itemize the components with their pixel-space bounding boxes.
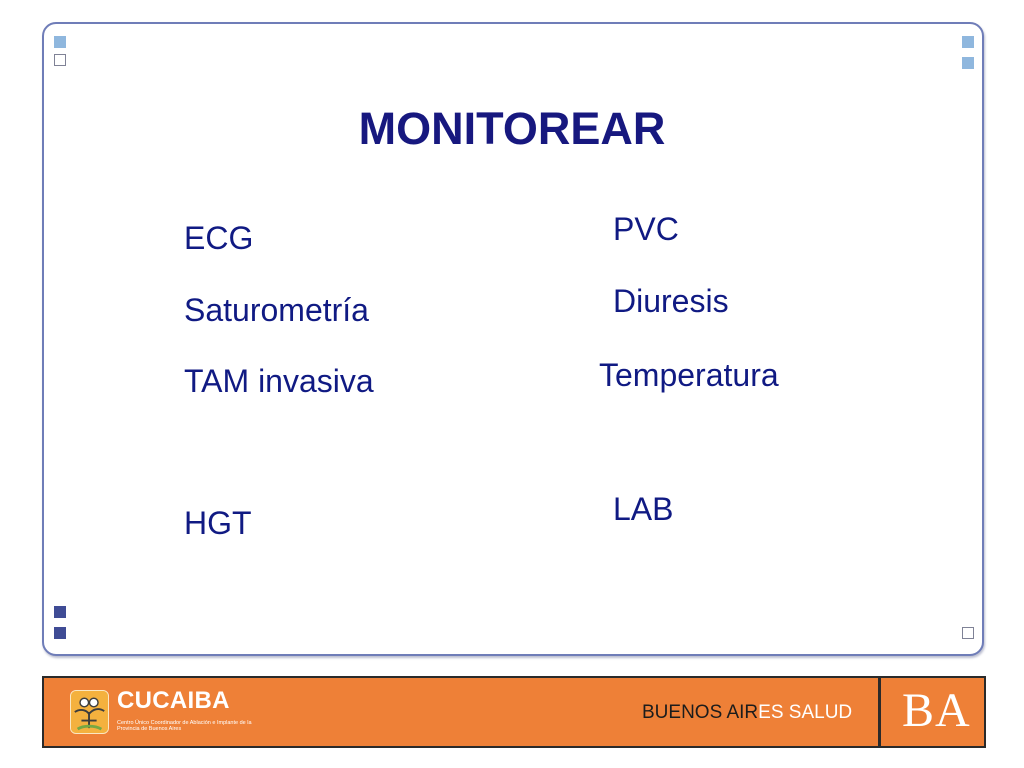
tagline-part-2: ES SALUD — [758, 702, 853, 723]
footer-band — [42, 676, 986, 748]
tagline-part-1: BUENOS AIR — [642, 702, 759, 723]
bottom-right-outline-square — [962, 627, 974, 639]
top-left-outline-square — [54, 54, 66, 66]
monitor-item-tam-invasiva: TAM invasiva — [184, 363, 374, 399]
brand-name: CUCAIBA — [117, 687, 230, 714]
brand-subtitle: Centro Único Coordinador de Ablación e Implante de la Provincia de Buenos Aires — [117, 720, 252, 732]
bottom-left-dark-square-2 — [54, 627, 66, 639]
tagline — [642, 703, 852, 722]
monitor-item-pvc: PVC — [613, 211, 679, 247]
monitor-item-temperatura: Temperatura — [599, 357, 779, 393]
top-right-light-square-1 — [962, 36, 974, 48]
slide-title: MONITOREAR — [358, 103, 666, 154]
top-left-light-square — [54, 36, 66, 48]
footer-divider — [878, 678, 881, 746]
monitor-item-diuresis: Diuresis — [613, 283, 729, 319]
bottom-left-dark-square-1 — [54, 606, 66, 618]
monitor-item-hgt: HGT — [184, 505, 252, 541]
top-right-light-square-2 — [962, 57, 974, 69]
monitor-item-ecg: ECG — [184, 220, 254, 256]
cucaiba-logo-icon — [70, 690, 109, 734]
ba-logo: BA — [902, 684, 971, 737]
monitor-item-lab: LAB — [613, 491, 674, 527]
monitor-item-saturometria: Saturometría — [184, 292, 369, 328]
cucaiba-logo-svg — [71, 691, 108, 733]
